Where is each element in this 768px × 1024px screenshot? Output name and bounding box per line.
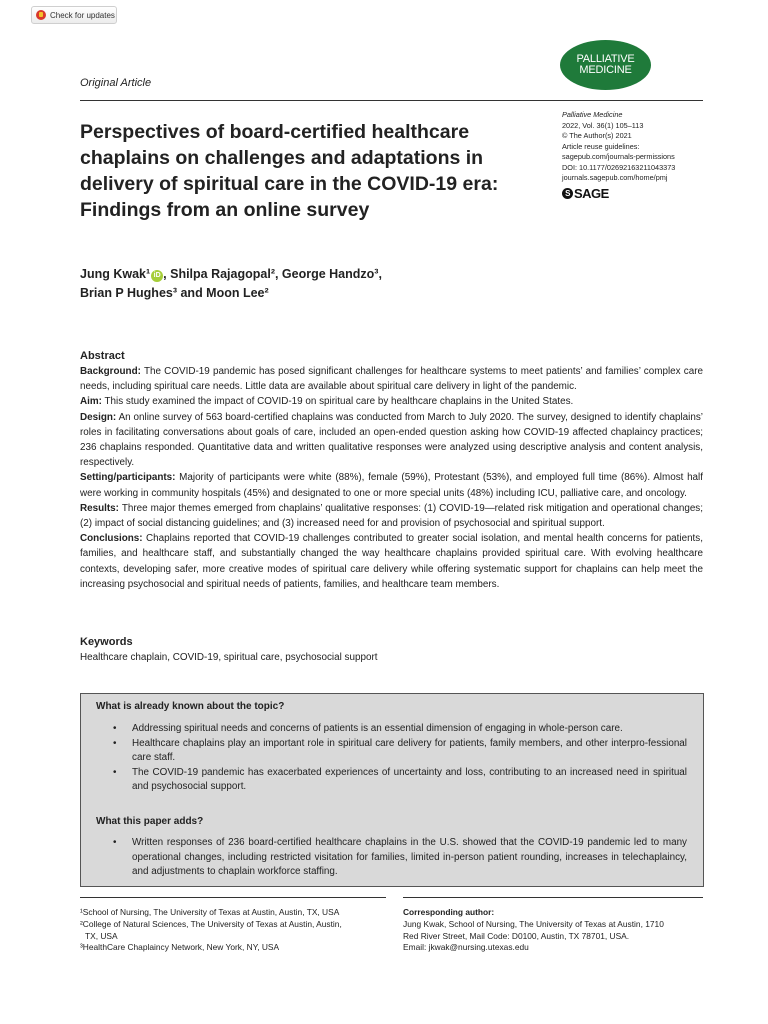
journal-logo-line2: MEDICINE xyxy=(579,64,632,76)
journal-volume: 2022, Vol. 36(1) 105–113 xyxy=(562,120,644,130)
abstract-conclusions xyxy=(80,531,703,592)
abstract-text: The COVID-19 pandemic has posed significant challenges for healthcare systems to meet patients’ and families’ complex care needs, including spiritual care needs. Little data are available about spiritual care delivery in light of the pandemic. xyxy=(80,366,703,393)
journal-logo-line1: PALLIATIVE xyxy=(576,53,635,65)
list-item: • Addressing spiritual needs and concerns of patients is an essential dimension of engaging in whole-person care. xyxy=(98,722,687,737)
abstract xyxy=(80,348,703,592)
known-list xyxy=(98,722,687,795)
abstract-background xyxy=(80,364,703,394)
abstract-text: This study examined the impact of COVID-19 on spiritual care by healthcare chaplains in the United States. xyxy=(101,396,574,408)
list-item: • Healthcare chaplains play an important role in spiritual care delivery for patients, family members, and other interpro-fessional care staff. xyxy=(98,737,687,766)
keywords-text: Healthcare chaplain, COVID-19, spiritual care, psychosocial support xyxy=(80,652,378,663)
author-rest: , Shilpa Rajagopal², George Handzo³, xyxy=(163,267,382,281)
adds-heading: What this paper adds? xyxy=(96,816,204,827)
abstract-label: Conclusions: xyxy=(80,533,143,545)
crossmark-icon xyxy=(36,10,46,20)
sage-icon: S xyxy=(562,188,573,199)
copyright: © The Author(s) 2021 xyxy=(562,131,632,140)
abstract-design xyxy=(80,410,703,471)
adds-list xyxy=(98,836,687,880)
doi-link[interactable]: DOI: 10.1177/02692163211043373 xyxy=(562,162,676,172)
abstract-setting xyxy=(80,470,703,500)
corresponding-heading: Corresponding author: xyxy=(403,907,495,917)
publisher-name: SAGE xyxy=(574,186,609,201)
corresponding-line: Red River Street, Mail Code: D0100, Austin, TX 78701, USA. xyxy=(403,930,630,941)
article-type: Original Article xyxy=(80,77,152,89)
orcid-icon[interactable]: iD xyxy=(151,270,163,282)
keywords xyxy=(80,634,703,665)
journal-info xyxy=(562,110,712,184)
reuse-label: Article reuse guidelines: xyxy=(562,141,640,151)
keywords-heading: Keywords xyxy=(80,636,133,648)
affiliations-divider xyxy=(80,897,386,898)
abstract-results xyxy=(80,501,703,531)
abstract-text: Three major themes emerged from chaplains’ qualitative responses: (1) COVID-19—related risk mitigation and operational changes; (2) impact of social distancing guidelines; and (3) increased need for and provision of psychosocial and spiritual support. xyxy=(80,502,703,530)
list-item: • The COVID-19 pandemic has exacerbated experiences of uncertainty and loss, contributing to an increased need in spiritual and psychosocial support. xyxy=(98,766,687,795)
header-divider xyxy=(80,100,703,101)
abstract-label: Design: xyxy=(80,411,117,423)
affiliation: ¹School of Nursing, The University of Texas at Austin, Austin, TX, USA xyxy=(80,907,340,917)
publisher-logo xyxy=(562,186,609,201)
affiliation-cont: TX, USA xyxy=(85,930,118,941)
affiliations xyxy=(80,907,380,954)
journal-home-link[interactable]: journals.sagepub.com/home/pmj xyxy=(562,173,668,182)
reuse-link[interactable]: sagepub.com/journals-permissions xyxy=(562,152,675,161)
journal-logo xyxy=(560,40,651,90)
author-first: Jung Kwak¹ xyxy=(80,267,151,281)
abstract-label: Results: xyxy=(80,502,119,514)
known-heading: What is already known about the topic? xyxy=(96,701,285,712)
author-line2: Brian P Hughes³ and Moon Lee² xyxy=(80,286,269,300)
abstract-label: Aim: xyxy=(80,396,102,408)
author-list xyxy=(80,265,480,303)
affiliation: ³HealthCare Chaplaincy Network, New York, NY, USA xyxy=(80,942,280,953)
list-item: • Written responses of 236 board-certified healthcare chaplains in the U.S. showed that the COVID-19 pandemic led to many operational changes, including restricted visitation for families, limited in-person patient rounding, increases in telechaplaincy, and adjustments to chaplain workforce staffing. xyxy=(98,836,687,880)
corresponding-email[interactable]: Email: jkwak@nursing.utexas.edu xyxy=(403,942,529,953)
abstract-text: Majority of participants were white (88%), female (59%), Protestant (53%), and employed full time (86%). Almost half were working in community hospitals (45%) and designated to one or more special units (48%) including ICU, palliative care, and oncology. xyxy=(80,472,703,499)
affiliation: ²College of Natural Sciences, The University of Texas at Austin, Austin, xyxy=(80,918,342,929)
abstract-label: Setting/participants: xyxy=(80,472,176,484)
key-points-box xyxy=(80,693,704,887)
check-for-updates-button[interactable] xyxy=(31,6,117,24)
journal-name: Palliative Medicine xyxy=(562,110,623,119)
corresponding-line: Jung Kwak, School of Nursing, The University of Texas at Austin, 1710 xyxy=(403,918,664,929)
check-for-updates-label: Check for updates xyxy=(50,10,115,20)
corresponding-divider xyxy=(403,897,703,898)
article-title: Perspectives of board-certified healthcare chaplains on challenges and adaptations in delivery of spiritual care in the COVID-19 era: Findings from an online survey xyxy=(80,121,499,221)
abstract-heading: Abstract xyxy=(80,350,125,362)
abstract-aim xyxy=(80,394,703,409)
corresponding-author xyxy=(403,907,705,954)
abstract-text: An online survey of 563 board-certified chaplains was conducted from March to July 2020. The survey, designed to identify chaplains’ roles in facilitating conversations about goals of care, included an open-ended question asking how COVID-19 affected chaplaincy practices; 236 chaplains responded. Quantitative data and written qualitative responses were analyzed using descriptive analysis and content analysis, respectively. xyxy=(80,411,703,469)
abstract-label: Background: xyxy=(80,366,141,377)
abstract-text: Chaplains reported that COVID-19 challenges contributed to greater social isolation, and mental health concerns for patients, families, and healthcare staff, and substantially changed the way healthcare chaplains provided spiritual care. With evolving healthcare contexts, developing safer, more creative modes of spiritual care delivery while offering systematic support for chaplains can help meet the increasing psychosocial and spiritual needs of patients, families, and healthcare team members. xyxy=(80,533,703,590)
